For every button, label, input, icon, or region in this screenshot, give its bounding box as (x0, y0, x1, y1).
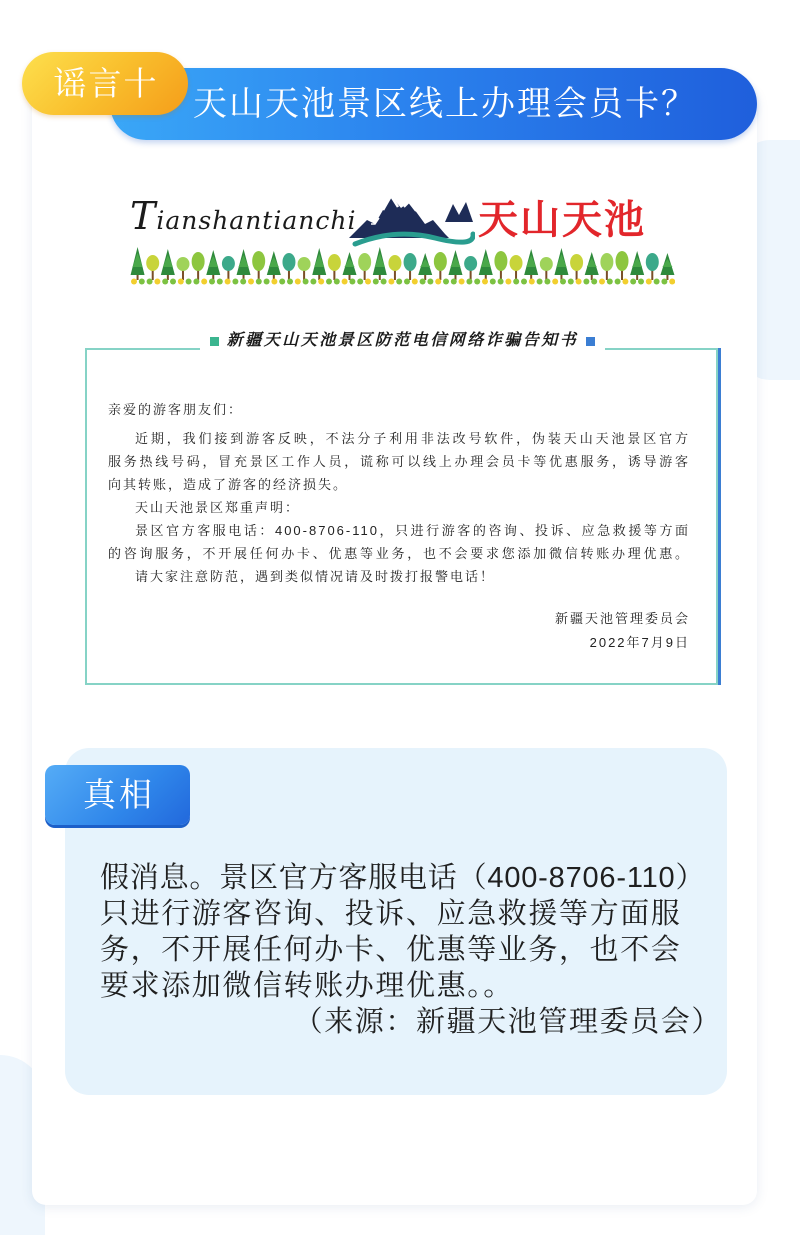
tree (418, 253, 432, 280)
tree (176, 257, 189, 280)
tree-crown (494, 251, 507, 271)
notice-body (108, 398, 690, 655)
notice-box (85, 348, 718, 685)
ground-bush (630, 279, 636, 285)
rumor-title: 天山天池景区线上办理会员卡？ (193, 85, 697, 123)
brand-chinese-logo-text: 天山天池 (478, 196, 646, 243)
tree (464, 256, 477, 280)
tree (252, 251, 265, 280)
tree (343, 252, 357, 280)
ground-bush (435, 279, 441, 285)
ground-bush (521, 279, 527, 285)
ground-bush (162, 279, 168, 285)
tree-crown (600, 253, 613, 271)
tree-crown (570, 254, 583, 271)
ground-bush (201, 279, 207, 285)
ground-bush (529, 279, 535, 285)
ground-bush (482, 279, 488, 285)
notice-signature: 新疆天池管理委员会 (554, 611, 690, 626)
tree-crown (540, 257, 553, 271)
ground-bush (396, 279, 402, 285)
tree-crown (388, 255, 401, 271)
tree (434, 252, 447, 280)
ground-bush (591, 279, 597, 285)
ground-bush (381, 279, 387, 285)
ground-bush (373, 279, 379, 285)
truth-source: （来源：新疆天池管理委员会） (293, 1006, 722, 1038)
tree-crown (632, 257, 642, 267)
ground-bush (459, 279, 465, 285)
ground-bush (583, 279, 589, 285)
ground-bush (154, 279, 160, 285)
tree-crown (420, 259, 430, 267)
tree (554, 248, 568, 280)
tree (585, 252, 599, 280)
ground-bush (232, 279, 238, 285)
ground-bush (310, 279, 316, 285)
tree-crown (222, 256, 235, 271)
tree (494, 251, 507, 280)
ground-bush (295, 279, 301, 285)
tree (646, 253, 659, 280)
ground-bush (622, 279, 628, 285)
ground-bush (209, 279, 215, 285)
ground-bush (443, 279, 449, 285)
tree (479, 249, 493, 280)
notice-line: 请大家注意防范，遇到类似情况请及时拨打报警电话！ (135, 569, 496, 584)
ground-bush (420, 279, 426, 285)
notice-image (85, 185, 721, 690)
tree-crown (298, 257, 311, 271)
ground-bush (599, 279, 605, 285)
ground-bush (537, 279, 543, 285)
truth-tag: 真相 (45, 765, 190, 825)
tree-crown (510, 255, 523, 271)
ground-bush (552, 279, 558, 285)
ground-bush (490, 279, 496, 285)
tree (192, 252, 205, 280)
ground-bush (498, 279, 504, 285)
ground-bush (131, 279, 137, 285)
ground-bush (334, 279, 340, 285)
square-bullet-icon (586, 337, 595, 346)
tree (600, 253, 613, 280)
tree (146, 255, 159, 280)
tree-crown (269, 257, 279, 267)
ground-bush (544, 279, 550, 285)
ground-bush (466, 279, 472, 285)
tree-row-illustration (130, 243, 675, 285)
ground-bush (186, 279, 192, 285)
ground-bush (147, 279, 153, 285)
ground-bush (240, 279, 246, 285)
truth-explanation (100, 860, 722, 1040)
tree (222, 256, 235, 280)
tree (298, 257, 311, 280)
truth-line: 假消息。景区官方客服电话（400-8706-110） (100, 862, 706, 894)
ground-bush (287, 279, 293, 285)
notice-greeting: 亲爱的游客朋友们： (108, 402, 244, 417)
truth-line: 务，不开展任何办卡、优惠等业务，也不会 (100, 934, 682, 966)
truth-line: 要求添加微信转账办理优惠。。 (100, 970, 514, 1002)
tree (524, 249, 538, 280)
tree-crown (176, 257, 189, 271)
ground-bush (139, 279, 145, 285)
brand-latin-logo-text: Tianshantianchi (130, 194, 357, 238)
tree-crown (375, 253, 385, 267)
tree (660, 253, 674, 280)
tree (358, 253, 371, 280)
tree-crown (526, 255, 536, 267)
ground-bush (248, 279, 254, 285)
tree-crown (345, 258, 355, 267)
tree-crown (328, 254, 341, 271)
tree-crown (434, 252, 447, 271)
tree-crown (646, 253, 659, 271)
notice-line: 服务热线号码，冒充景区工作人员，谎称可以线上办理会员卡等优惠服务，诱导游客 (108, 454, 690, 469)
tree-crown (616, 251, 629, 271)
ground-bush (271, 279, 277, 285)
tree (448, 250, 462, 280)
ground-bush (661, 279, 667, 285)
tree-crown (282, 253, 295, 271)
ground-bush (638, 279, 644, 285)
tree-crown (358, 253, 371, 271)
tree-crown (314, 254, 324, 267)
tree (373, 247, 387, 280)
ground-bush (264, 279, 270, 285)
ground-bush (607, 279, 613, 285)
tree (540, 257, 553, 280)
square-bullet-icon (210, 337, 219, 346)
ground-bush (365, 279, 371, 285)
tree-crown (146, 255, 159, 271)
notice-line: 向其转账，造成了游客的经济损失。 (108, 477, 349, 492)
ground-bush (669, 279, 675, 285)
ground-bush (170, 279, 176, 285)
ground-bush (404, 279, 410, 285)
tree-crown (133, 253, 143, 267)
notice-line: 天山天池景区郑重声明： (135, 500, 301, 515)
mountain-peak-small (445, 202, 473, 222)
ground-bush (342, 279, 348, 285)
notice-date: 2022年7月9日 (589, 635, 690, 650)
mountain-shape (349, 196, 449, 238)
tree (328, 254, 341, 280)
ground-bush (318, 279, 324, 285)
ground-bush (646, 279, 652, 285)
tree (510, 255, 523, 280)
tree-crown (481, 255, 491, 267)
ground-bush (178, 279, 184, 285)
ground-bush (256, 279, 262, 285)
ground-bush (303, 279, 309, 285)
ground-bush (279, 279, 285, 285)
notice-title-bar (200, 330, 605, 352)
ground-bush (326, 279, 332, 285)
ground-bush (615, 279, 621, 285)
ground-bush (349, 279, 355, 285)
truth-line: 只进行游客咨询、投诉、应急救援等方面服 (100, 898, 682, 930)
tree-crown (450, 256, 460, 267)
tree (404, 253, 417, 280)
tree (267, 251, 281, 280)
ground-bush (576, 279, 582, 285)
ground-bush (451, 279, 457, 285)
tree (630, 251, 644, 280)
ground-bush (388, 279, 394, 285)
tree (312, 248, 326, 280)
ground-bush (568, 279, 574, 285)
ground-bush (217, 279, 223, 285)
rumor-title-banner (110, 68, 757, 140)
tree (131, 247, 145, 280)
ground-bush (513, 279, 519, 285)
notice-line: 近期，我们接到游客反映，不法分子利用非法改号软件，伪装天山天池景区官方 (135, 431, 690, 446)
mountain-logo (345, 188, 475, 248)
ground-bush (474, 279, 480, 285)
notice-title: 新疆天山天池景区防范电信网络诈骗告知书 (226, 332, 579, 349)
tree-crown (252, 251, 265, 271)
tree-crown (239, 255, 249, 267)
tree-crown (587, 258, 597, 267)
ground-bush (412, 279, 418, 285)
tree (206, 250, 220, 280)
ground-bush (193, 279, 199, 285)
ground-bush (654, 279, 660, 285)
tree-crown (192, 252, 205, 271)
tree (161, 249, 175, 280)
rumor-number-tag: 谣言十 (22, 52, 188, 115)
notice-line: 景区官方客服电话：400-8706-110，只进行游客的咨询、投诉、应急救援等方面 (135, 523, 690, 538)
tree (282, 253, 295, 280)
ground-bush (505, 279, 511, 285)
tree (388, 255, 401, 280)
tree-crown (208, 256, 218, 267)
ground-bush (357, 279, 363, 285)
tree (237, 249, 251, 280)
tree-crown (163, 255, 173, 267)
ground-bush (427, 279, 433, 285)
tree-crown (464, 256, 477, 271)
tree (570, 254, 583, 280)
notice-line: 的咨询服务，不开展任何办卡、优惠等业务，也不会要求您添加微信转账办理优惠。 (108, 546, 690, 561)
tree (616, 251, 629, 280)
tree-crown (556, 254, 566, 267)
tree-crown (662, 259, 672, 267)
tree-crown (404, 253, 417, 271)
ground-bush (225, 279, 231, 285)
ground-bush (560, 279, 566, 285)
